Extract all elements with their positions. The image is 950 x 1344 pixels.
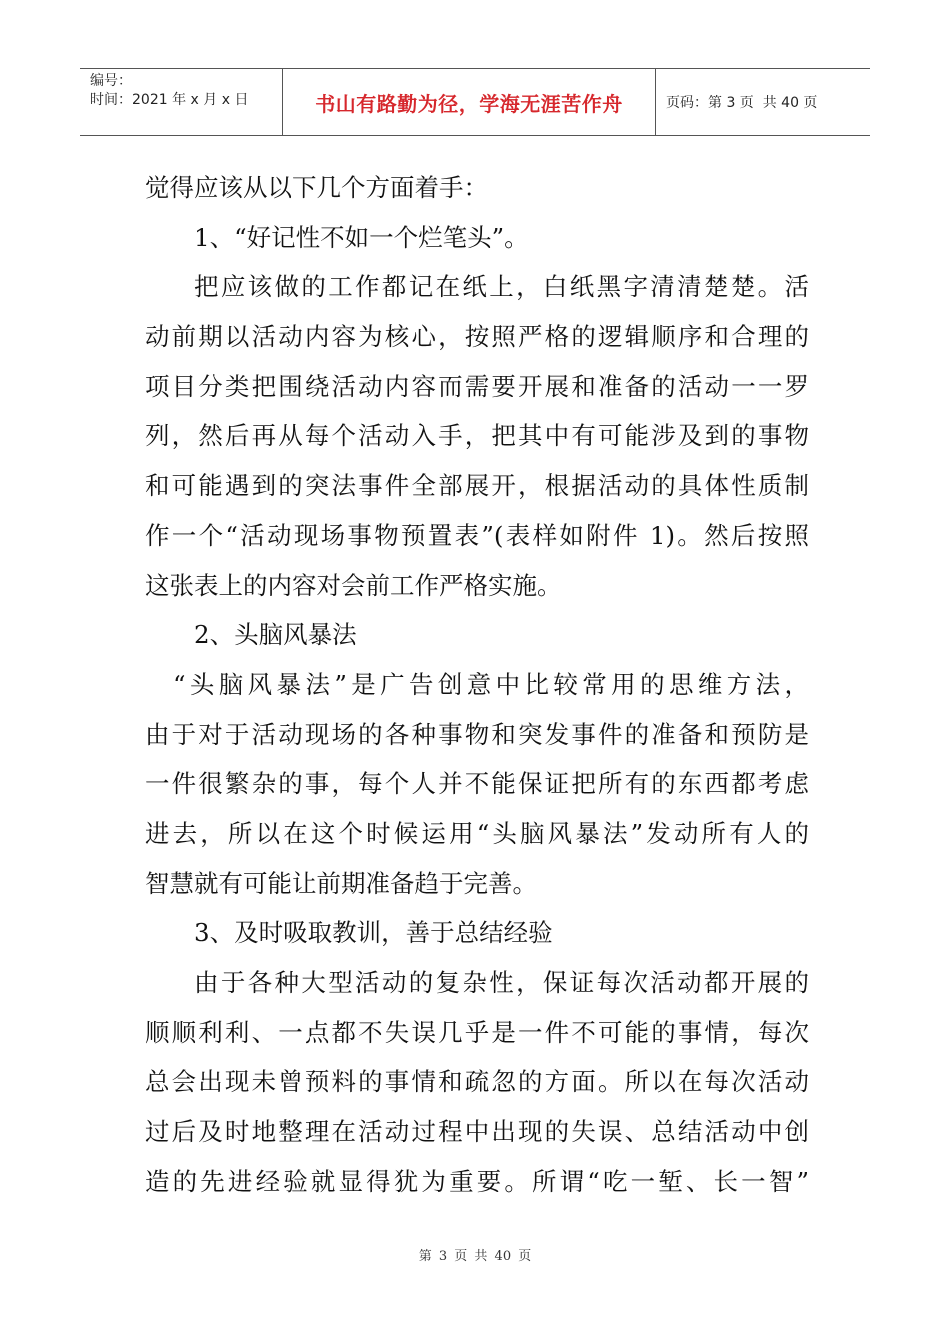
section-heading: 3、及时吸取教训，善于总结经验	[194, 918, 553, 948]
header-page-info	[656, 69, 870, 135]
section-heading: 2、头脑风暴法	[194, 620, 357, 650]
paragraph-line: 由于对于活动现场的各种事物和突发事件的准备和预防是	[145, 719, 809, 749]
document-number-label: 编号：	[90, 73, 132, 89]
body-line: 觉得应该从以下几个方面着手：	[145, 173, 488, 202]
paragraph-line: 进去，所以在这个时候运用“头脑风暴法”发动所有人的	[145, 818, 809, 848]
paragraph-line: 和可能遇到的突法事件全部展开，根据活动的具体性质制	[145, 471, 809, 501]
header-motto: 书山有路勤为径，学海无涯苦作舟	[283, 69, 656, 135]
section-heading: 1、“好记性不如一个烂笔头”。	[194, 222, 529, 252]
paragraph-line: 这张表上的内容对会前工作严格实施。	[145, 570, 562, 600]
paragraph-line: 造的先进经验就显得犹为重要。所谓“吃一堑、长一智”	[145, 1166, 809, 1196]
document-date-label: 时间：2021 年 x 月 x 日	[90, 92, 249, 108]
paragraph-line: 过后及时地整理在活动过程中出现的失误、总结活动中创	[145, 1117, 809, 1147]
paragraph-line: 总会出现未曾预料的事情和疏忽的方面。所以在每次活动	[145, 1067, 809, 1097]
paragraph-line: 智慧就有可能让前期准备趋于完善。	[145, 868, 537, 898]
paragraph-line: 项目分类把围绕活动内容而需要开展和准备的活动一一罗	[145, 371, 809, 401]
paragraph-line: 动前期以活动内容为核心，按照严格的逻辑顺序和合理的	[145, 322, 809, 352]
paragraph-line: 列，然后再从每个活动入手，把其中有可能涉及到的事物	[145, 421, 809, 451]
paragraph-line: 由于各种大型活动的复杂性，保证每次活动都开展的	[194, 968, 809, 997]
paragraph-line: 把应该做的工作都记在纸上，白纸黑字清清楚楚。活	[194, 272, 809, 302]
page-header	[80, 68, 870, 136]
paragraph-line: 一件很繁杂的事，每个人并不能保证把所有的东西都考虑	[145, 769, 809, 799]
paragraph-line: 作一个“活动现场事物预置表”(表样如附件 1)。然后按照	[145, 520, 809, 550]
document-body	[145, 163, 809, 1206]
paragraph-line: 顺顺利利、一点都不失误几乎是一件不可能的事情，每次	[145, 1017, 809, 1047]
paragraph-line: “头脑风暴法”是广告创意中比较常用的思维方法，	[173, 669, 809, 699]
header-meta	[80, 69, 283, 135]
header-page-number: 页码：第 3 页 共 40 页	[666, 95, 818, 111]
page-footer: 第 3 页 共 40 页	[418, 1249, 532, 1264]
